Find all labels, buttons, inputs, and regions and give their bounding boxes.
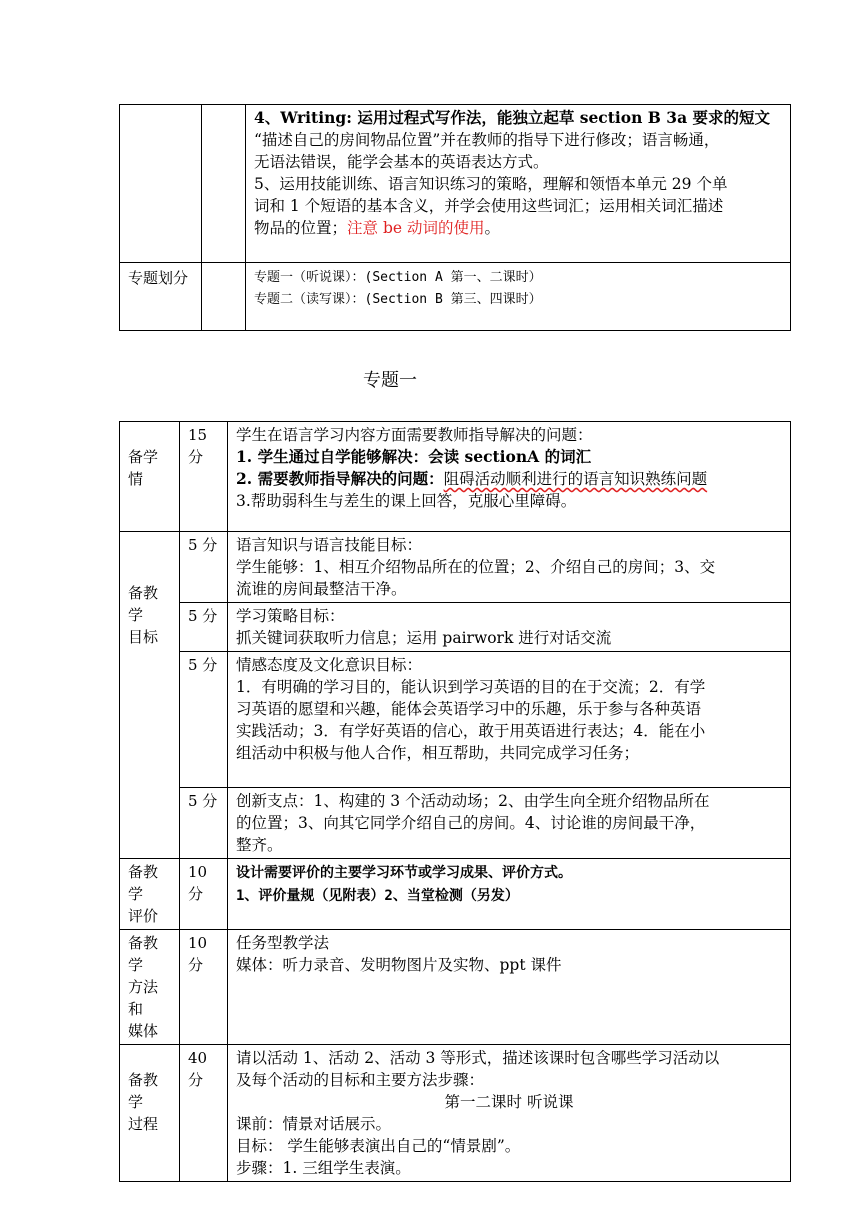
evaluation-cell bbox=[228, 859, 791, 930]
innovation-line-2: 的位置；3、向其它同学介绍自己的房间。4、讨论谁的房间最干净， bbox=[236, 814, 706, 832]
evaluation-time: 10 分 bbox=[180, 859, 228, 930]
process-line-6: 步骤：1. 三组学生表演。 bbox=[236, 1159, 411, 1177]
process-cell bbox=[228, 1045, 791, 1182]
affective-goal-line-5: 组活动中积极与他人合作，相互帮助，共同完成学习任务； bbox=[236, 744, 640, 762]
empty-time-cell bbox=[202, 105, 246, 263]
section-title: 专题一 bbox=[363, 370, 417, 391]
topic-2: 专题二（读写课）：(Section B 第三、四课时） bbox=[254, 292, 542, 307]
topic-division-label: 专题划分 bbox=[120, 263, 202, 331]
innovation-cell bbox=[228, 788, 791, 859]
teaching-goals-label bbox=[120, 532, 180, 859]
process-line-2: 及每个活动的目标和主要方法步骤： bbox=[236, 1071, 485, 1089]
affective-goal-line-3: 习英语的愿望和兴趣，能体会英语学习中的乐趣，乐于参与各种英语 bbox=[236, 700, 702, 718]
innovation-line-3: 整齐。 bbox=[236, 836, 283, 854]
student-analysis-time: 15 分 bbox=[180, 422, 228, 532]
evaluation-label bbox=[120, 859, 180, 930]
topic-1: 专题一（听说课）：(Section A 第一、二课时） bbox=[254, 270, 542, 285]
analysis-line-4: 3.帮助弱科生与差生的课上回答，克服心里障碍。 bbox=[236, 492, 577, 510]
method-media-time: 10 分 bbox=[180, 930, 228, 1045]
evaluation-label-line-2: 评价 bbox=[128, 907, 159, 925]
process-line-5: 目标： 学生能够表演出自己的“情景剧”。 bbox=[236, 1137, 521, 1155]
evaluation-line-1: 设计需要评价的主要学习环节或学习成果、评价方式。 bbox=[236, 865, 572, 881]
process-line-3: 第一二课时 听说课 bbox=[444, 1093, 574, 1111]
student-analysis-label: 备学情 bbox=[120, 422, 180, 532]
analysis-line-2: 1. 学生通过自学能够解决：会读 sectionA 的词汇 bbox=[236, 447, 592, 466]
strategy-goal-line-2: 抓关键词获取听力信息；运用 pairwork 进行对话交流 bbox=[236, 629, 612, 647]
method-label-line-2: 方法和 bbox=[128, 978, 159, 1018]
analysis-line-3: 2. 需要教师指导解决的问题：阻碍活动顺利进行的语言知识熟练问题 bbox=[236, 469, 708, 488]
evaluation-label-line-1: 备教学 bbox=[128, 863, 159, 903]
writing-line-3: 无语法错误，能学会基本的英语表达方式。 bbox=[254, 153, 549, 171]
affective-goal-time: 5 分 bbox=[180, 652, 228, 788]
wavy-underlined-text: 阻碍活动顺利进行的语言知识熟练问题 bbox=[443, 470, 708, 488]
topic-time-cell bbox=[202, 263, 246, 331]
affective-goal-line-4: 实践活动；3．有学好英语的信心，敢于用英语进行表达；4．能在小 bbox=[236, 722, 706, 740]
process-label-line-2: 过程 bbox=[128, 1115, 159, 1133]
language-goal-line-1: 语言知识与语言技能目标： bbox=[236, 536, 423, 554]
process-line-4: 课前：情景对话展示。 bbox=[236, 1115, 392, 1133]
innovation-time: 5 分 bbox=[180, 788, 228, 859]
be-verb-note: 注意 be 动词的使用 bbox=[347, 219, 485, 237]
objectives-continuation-table bbox=[119, 104, 791, 331]
innovation-line-1: 创新支点：1、构建的 3 个活动动场；2、由学生向全班介绍物品所在 bbox=[236, 792, 710, 810]
language-goal-time: 5 分 bbox=[180, 532, 228, 603]
strategy-line-2: 词和 1 个短语的基本含义，并学会使用这些词汇；运用相关词汇描述 bbox=[254, 197, 724, 215]
language-goal-cell bbox=[228, 532, 791, 603]
analysis-line-1: 学生在语言学习内容方面需要教师指导解决的问题： bbox=[236, 426, 593, 444]
process-label-line-1: 备教学 bbox=[128, 1071, 159, 1111]
language-goal-line-2: 学生能够：1、相互介绍物品所在的位置；2、介绍自己的房间；3、交 bbox=[236, 558, 716, 576]
method-line-2: 媒体：听力录音、发明物图片及实物、ppt 课件 bbox=[236, 956, 562, 974]
strategy-line-1: 5、运用技能训练、语言知识练习的策略，理解和领悟本单元 29 个单 bbox=[254, 175, 728, 193]
goals-label-line-2: 目标 bbox=[128, 628, 159, 646]
process-line-1: 请以活动 1、活动 2、活动 3 等形式，描述该课时包含哪些学习活动以 bbox=[236, 1049, 720, 1067]
method-media-cell bbox=[228, 930, 791, 1045]
affective-goal-line-2: 1．有明确的学习目的，能认识到学习英语的目的在于交流；2．有学 bbox=[236, 678, 706, 696]
method-label-line-1: 备教学 bbox=[128, 934, 159, 974]
strategy-line-3: 物品的位置；注意 be 动词的使用。 bbox=[254, 219, 500, 237]
strategy-goal-cell bbox=[228, 603, 791, 652]
language-goal-line-3: 流谁的房间最整洁干净。 bbox=[236, 580, 407, 598]
process-label bbox=[120, 1045, 180, 1182]
method-label-line-3: 媒体 bbox=[128, 1022, 159, 1040]
student-analysis-cell bbox=[228, 422, 791, 532]
method-line-1: 任务型教学法 bbox=[236, 934, 330, 952]
process-time: 40 分 bbox=[180, 1045, 228, 1182]
affective-goal-cell bbox=[228, 652, 791, 788]
evaluation-line-2: 1、评价量规（见附表）2、当堂检测（另发） bbox=[236, 888, 519, 904]
topic-division-cell bbox=[246, 263, 791, 331]
goals-label-line-1: 备教学 bbox=[128, 584, 159, 624]
writing-line-2: “描述自己的房间物品位置”并在教师的指导下进行修改；语言畅通， bbox=[254, 131, 720, 149]
method-media-label bbox=[120, 930, 180, 1045]
empty-label-cell bbox=[120, 105, 202, 263]
lesson-plan-table bbox=[119, 421, 791, 1182]
writing-line-1: 4、Writing: 运用过程式写作法，能独立起草 section B 3a 要求的短文 bbox=[254, 108, 771, 127]
strategy-goal-time: 5 分 bbox=[180, 603, 228, 652]
writing-objectives-cell bbox=[246, 105, 791, 263]
affective-goal-line-1: 情感态度及文化意识目标： bbox=[236, 656, 423, 674]
strategy-goal-line-1: 学习策略目标： bbox=[236, 607, 345, 625]
